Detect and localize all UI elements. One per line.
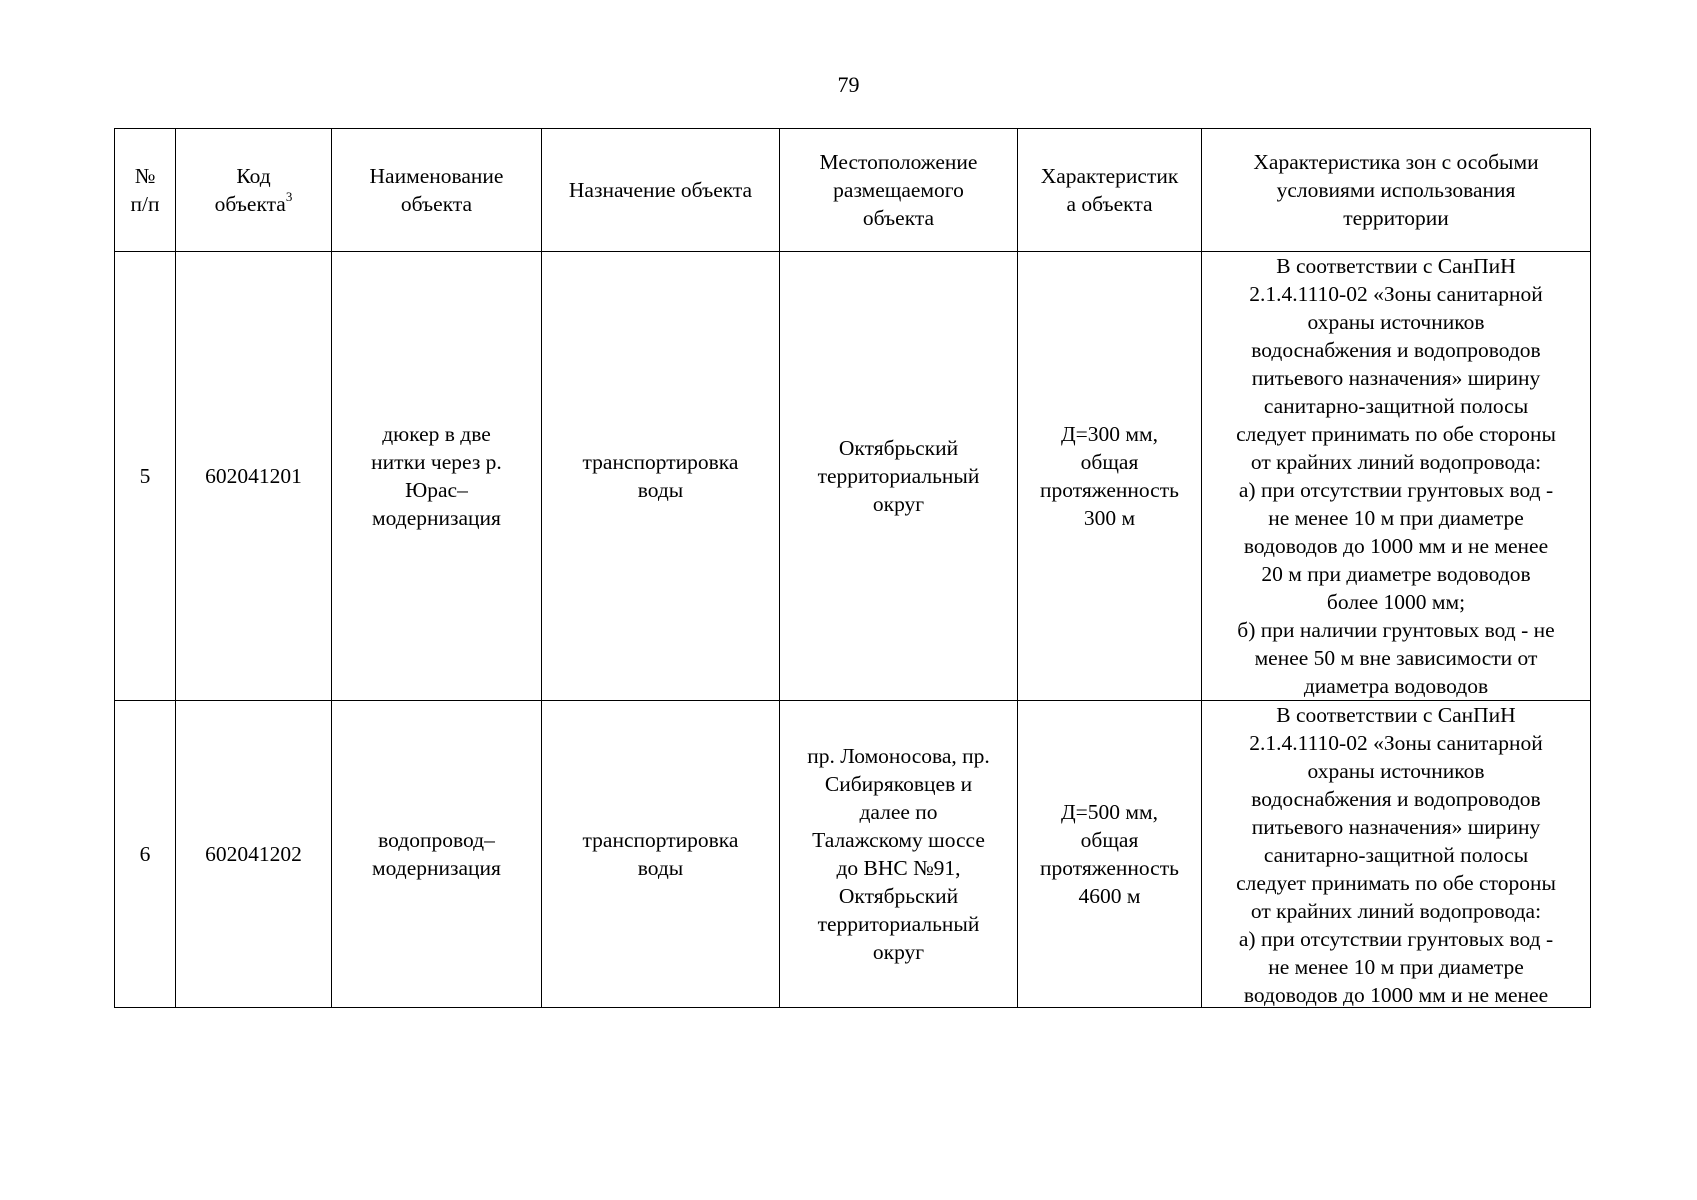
header-code: Код объекта$^3$ (176, 129, 332, 252)
table-header-row (115, 129, 1591, 252)
cell-num: 6 (115, 701, 176, 1008)
footnote-marker: 3 (285, 188, 293, 204)
cell-zones: В соответствии с СанПиН 2.1.4.1110-02 «Зоны санитарной охраны источников водоснабжения и водопроводов питьевого назначения» ширину санитарно-защитной полосы следует принимать по обе стороны от крайних линий водопровода: а) при отсутствии грунтовых вод - не менее 10 м при диаметре водоводов до 1000 мм и не менее 20 м при диаметре водоводов более 1000 мм; б) при наличии грунтовых вод - не менее 50 м вне зависимости от диаметра водоводов (1202, 252, 1591, 701)
header-name: Наименование объекта (332, 129, 542, 252)
cell-location: пр. Ломоносова, пр. Сибиряковцев и далее по Талажскому шоссе до ВНС №91, Октябрьский территориальный округ (780, 701, 1018, 1008)
table-row (115, 701, 1591, 1008)
page-number: 79 (837, 72, 860, 97)
cell-zones: В соответствии с СанПиН 2.1.4.1110-02 «Зоны санитарной охраны источников водоснабжения и водопроводов питьевого назначения» ширину санитарно-защитной полосы следует принимать по обе стороны от крайних линий водопровода: а) при отсутствии грунтовых вод - не менее 10 м при диаметре водоводов до 1000 мм и не менее (1202, 701, 1591, 1008)
cell-characteristic: Д=500 мм, общая протяженность 4600 м (1018, 701, 1202, 1008)
table-row (115, 252, 1591, 701)
cell-name: водопровод– модернизация (332, 701, 542, 1008)
objects-table (114, 128, 1591, 1008)
cell-code: 602041202 (176, 701, 332, 1008)
cell-characteristic: Д=300 мм, общая протяженность 300 м (1018, 252, 1202, 701)
cell-purpose: транспортировка воды (542, 701, 780, 1008)
header-num: № п/п (115, 129, 176, 252)
cell-num: 5 (115, 252, 176, 701)
cell-location: Октябрьский территориальный округ (780, 252, 1018, 701)
cell-purpose: транспортировка воды (542, 252, 780, 701)
header-zones: Характеристика зон с особыми условиями использования территории (1202, 129, 1591, 252)
header-characteristic: Характеристик а объекта (1018, 129, 1202, 252)
header-purpose: Назначение объекта (542, 129, 780, 252)
cell-code: 602041201 (176, 252, 332, 701)
header-location: Местоположение размещаемого объекта (780, 129, 1018, 252)
cell-name: дюкер в две нитки через р. Юрас– модернизация (332, 252, 542, 701)
